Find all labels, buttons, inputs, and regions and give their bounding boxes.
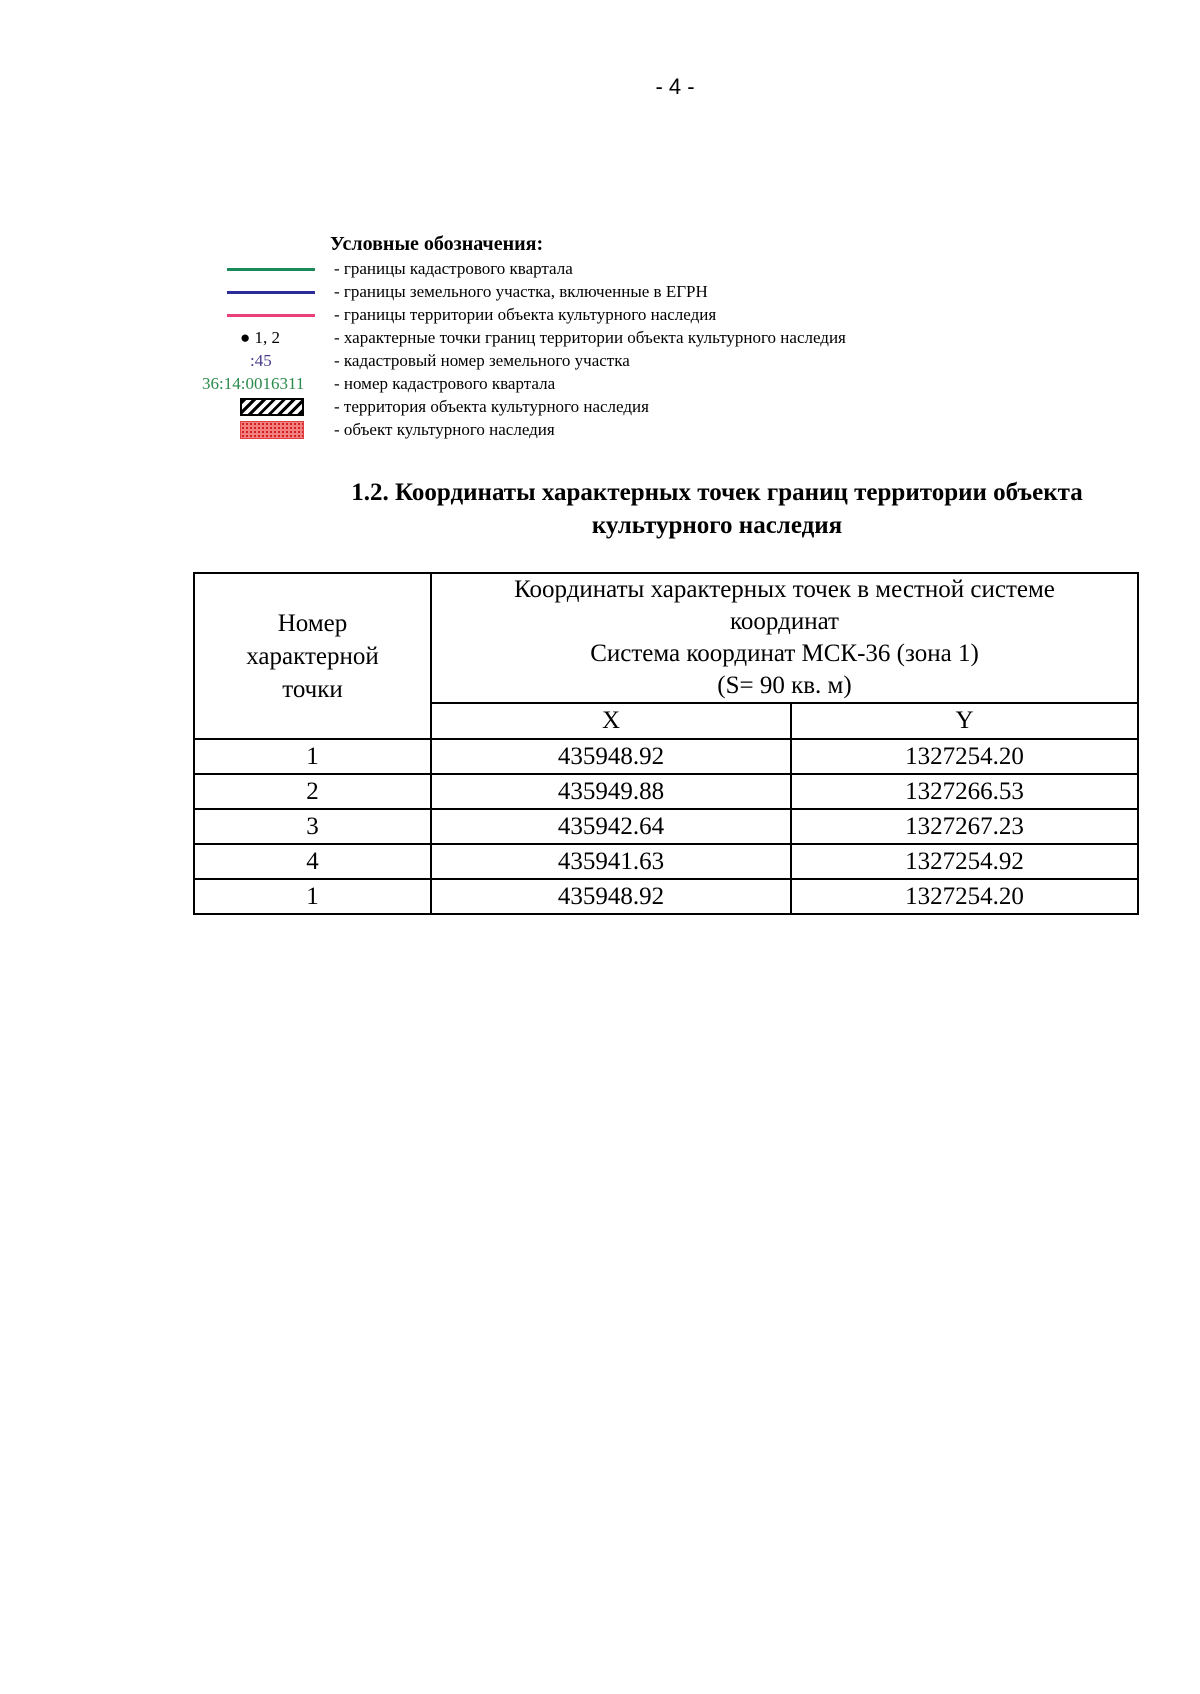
section-title xyxy=(292,476,1142,542)
point-cell: 3 xyxy=(194,809,431,844)
legend-item-quarter-boundary: - границы кадастрового квартала xyxy=(200,258,1000,280)
x-cell: 435948.92 xyxy=(431,739,791,774)
legend-item-heritage-territory: - территория объекта культурного наследия xyxy=(200,396,1000,418)
point-number-header: Номер характерной точки xyxy=(194,573,431,739)
point-cell: 1 xyxy=(194,879,431,914)
legend-title: Условные обозначения: xyxy=(330,233,544,255)
table-row xyxy=(194,739,1138,774)
coordinates-header: Координаты характерных точек в местной системе координат Система координат МСК-36 (зона 1) (S= 90 кв. м) xyxy=(431,573,1138,703)
table-row xyxy=(194,844,1138,879)
x-cell: 435942.64 xyxy=(431,809,791,844)
section-title-line1: 1.2. Координаты характерных точек границ территории объекта xyxy=(351,479,1083,506)
y-cell: 1327254.92 xyxy=(791,844,1138,879)
y-cell: 1327254.20 xyxy=(791,739,1138,774)
pink-line-icon xyxy=(227,314,315,317)
legend-item-points: ● 1, 2 - характерные точки границ территории объекта культурного наследия xyxy=(240,328,846,347)
coordinates-table xyxy=(193,572,1139,915)
legend-item-heritage-object: - объект культурного наследия xyxy=(200,419,1000,441)
section-title-line2: культурного наследия xyxy=(591,512,843,539)
table-row xyxy=(194,774,1138,809)
y-cell: 1327267.23 xyxy=(791,809,1138,844)
page-number: - 4 - xyxy=(655,74,695,99)
parcel-number-sample: :45 xyxy=(250,351,272,370)
x-header: X xyxy=(431,703,791,739)
table-header-row xyxy=(194,573,1138,703)
point-marker-label: 1, 2 xyxy=(254,328,281,347)
point-cell: 2 xyxy=(194,774,431,809)
green-line-icon xyxy=(227,268,315,271)
legend-item-parcel-number: :45 - кадастровый номер земельного участка xyxy=(250,351,630,370)
quarter-number-sample: 36:14:0016311 xyxy=(202,374,305,393)
point-cell: 4 xyxy=(194,844,431,879)
table-row xyxy=(194,809,1138,844)
y-header: Y xyxy=(791,703,1138,739)
y-cell: 1327254.20 xyxy=(791,879,1138,914)
red-fill-icon xyxy=(240,421,304,439)
y-cell: 1327266.53 xyxy=(791,774,1138,809)
blue-line-icon xyxy=(227,291,315,294)
x-cell: 435941.63 xyxy=(431,844,791,879)
point-cell: 1 xyxy=(194,739,431,774)
table-row xyxy=(194,879,1138,914)
x-cell: 435949.88 xyxy=(431,774,791,809)
legend-item-heritage-boundary: - границы территории объекта культурного наследия xyxy=(200,304,1000,326)
hatch-pattern-icon xyxy=(240,398,304,416)
x-cell: 435948.92 xyxy=(431,879,791,914)
legend-item-quarter-number: 36:14:0016311 - номер кадастрового квартала xyxy=(202,374,556,393)
legend-item-parcel-boundary: - границы земельного участка, включенные в ЕГРН xyxy=(200,281,1000,303)
point-marker-icon: ● 1, 2 xyxy=(240,328,281,347)
